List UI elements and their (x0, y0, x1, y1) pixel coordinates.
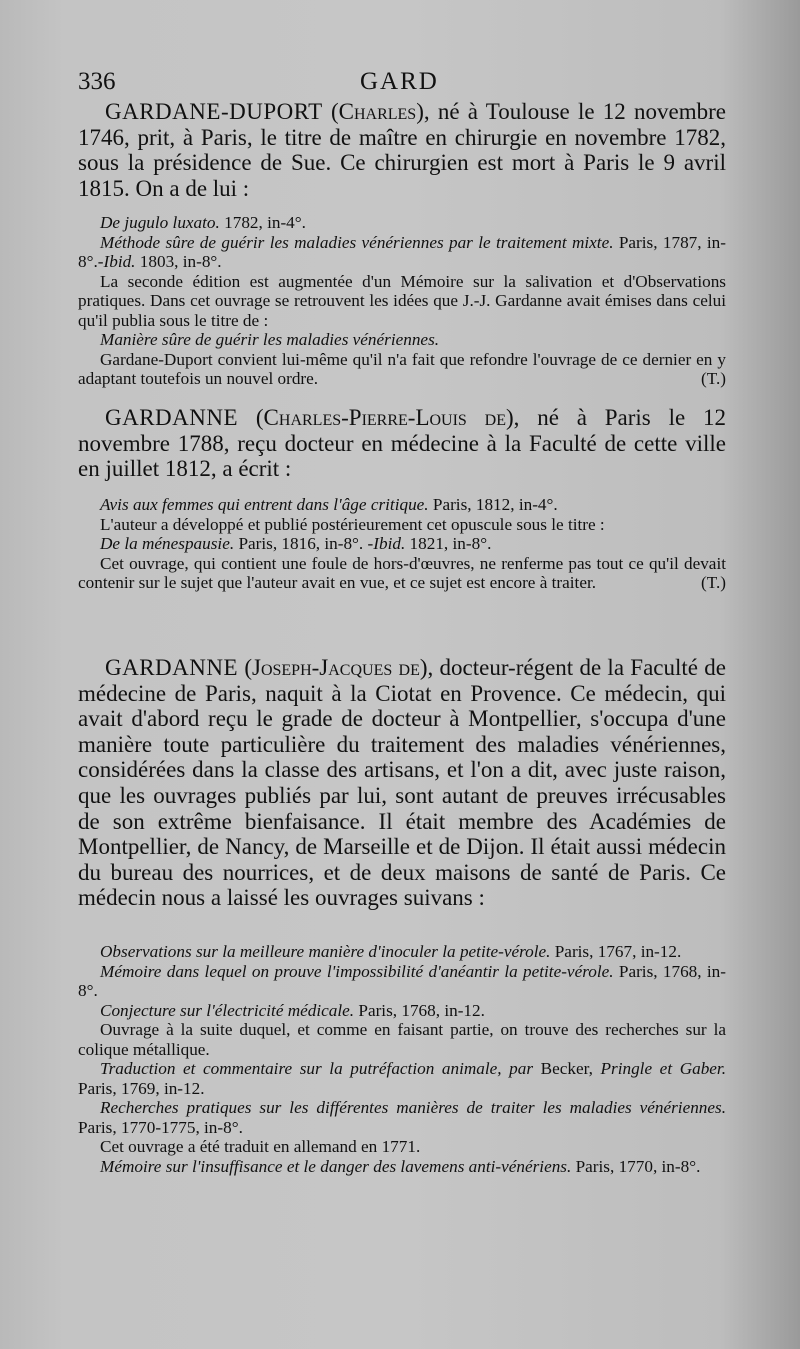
entry-gardanne-charles-bio: GARDANNE (Charles-Pierre-Louis de), né à Paris le 12 novembre 1788, reçu docteur en médecine à la Faculté de cette ville en juillet 1812, a écrit : (78, 405, 726, 482)
entry-gardane-duport-works (78, 213, 726, 389)
page-header (78, 68, 726, 96)
work-note: Ouvrage à la suite duquel, et comme en faisant partie, on trouve des recherches sur la colique métallique. (78, 1020, 726, 1059)
work-item: Méthode sûre de guérir les maladies vénériennes par le traitement mixte. Paris, 1787, in-8°.-Ibid. 1803, in-8°. (78, 232, 726, 271)
work-item: Conjecture sur l'électricité médicale. Paris, 1768, in-12. (100, 1000, 485, 1020)
entry-bio: ), né à Paris le 12 novembre 1788, reçu docteur en médecine à la Faculté de cette ville en juillet 1812, a écrit : (78, 405, 726, 482)
work-note: Cet ouvrage a été traduit en allemand en 1771. (100, 1137, 421, 1156)
author-tag: (T.) (701, 369, 726, 388)
entry-gardanne-joseph-works (78, 942, 726, 1176)
entry-gardanne-joseph-bio: GARDANNE (Joseph-Jacques de), docteur-régent de la Faculté de médecine de Paris, naquit à la Ciotat en Provence. Ce médecin, qui avait d'abord reçu le grade de docteur à Montpellier, s'occupa d'une manière toute particulière du traitement des maladies vénériennes, considérées dans la classe des artisans, et l'on a dit, avec juste raison, que les ouvrages publiés par lui, sont autant de preuves irrécusables de son extrême bienfaisance. Il était membre des Académies de Montpellier, de Nancy, de Marseille et de Dijon. Il était aussi médecin du bureau des nourrices, et de deux maisons de santé de Paris. Ce médecin nous a laissé les ouvrages suivans : (78, 655, 726, 911)
entry-name: GARDANE-DUPORT (105, 99, 323, 124)
author-tag: (T.) (701, 573, 726, 592)
work-item: De jugulo luxato. 1782, in-4°. (100, 213, 306, 232)
entry-given-name: Charles-Pierre-Louis de (263, 405, 506, 430)
work-note: La seconde édition est augmentée d'un Mémoire sur la salivation et d'Observations pratiques. Dans cet ouvrage se retrouvent les idées que J.-J. Gardanne avait émises dans celui qu'il publia sous le titre de : (78, 271, 726, 330)
work-item: Manière sûre de guérir les maladies vénériennes. (100, 330, 440, 349)
entry-bio: ), né à Toulouse le 12 novembre 1746, prit, à Paris, le titre de maître en chirurgie en novembre 1782, sous la présidence de Sue. Ce chirurgien est mort à Paris le 9 avril 1815. On a de lui : (78, 99, 726, 201)
entry-given-name: Charles (338, 99, 417, 124)
entry-name: GARDANNE (105, 655, 239, 680)
work-note: Gardane-Duport convient lui-même qu'il n'a fait que refondre l'ouvrage de ce dernier en y adaptant toutefois un nouvel ordre. (T.) (78, 349, 726, 388)
entry-given-name: Joseph-Jacques de (252, 655, 420, 680)
running-title: GARD (360, 68, 439, 95)
entry-gardane-duport-bio: GARDANE-DUPORT (Charles), né à Toulouse le 12 novembre 1746, prit, à Paris, le titre de maître en chirurgie en novembre 1782, sous la présidence de Sue. Ce chirurgien est mort à Paris le 9 avril 1815. On a de lui : (78, 99, 726, 201)
work-note: L'auteur a développé et publié postérieurement cet opuscule sous le titre : (100, 514, 605, 534)
work-item: Avis aux femmes qui entrent dans l'âge critique. Paris, 1812, in-4°. (100, 495, 558, 514)
work-item: Traduction et commentaire sur la putréfaction animale, par Becker, Pringle et Gaber. Paris, 1769, in-12. (78, 1059, 726, 1098)
work-item: De la ménespausie. Paris, 1816, in-8°. -Ibid. 1821, in-8°. (100, 534, 492, 553)
work-note: Cet ouvrage, qui contient une foule de hors-d'œuvres, ne renferme pas tout ce qu'il devait contenir sur le sujet que l'auteur avait en vue, et ce sujet est encore à traiter. (T.) (78, 553, 726, 592)
work-item: Recherches pratiques sur les différentes manières de traiter les maladies vénériennes. Paris, 1770-1775, in-8°. (78, 1098, 726, 1137)
entry-gardanne-charles-works (78, 495, 726, 593)
work-item: Observations sur la meilleure manière d'inoculer la petite-vérole. Paris, 1767, in-12. (100, 942, 682, 961)
work-item: Mémoire sur l'insuffisance et le danger des lavemens anti-vénériens. Paris, 1770, in-8°. (100, 1156, 701, 1176)
entry-name: GARDANNE (105, 405, 239, 430)
page-number: 336 (78, 68, 116, 95)
work-item: Mémoire dans lequel on prouve l'impossibilité d'anéantir la petite-vérole. Paris, 1768, in-8°. (78, 961, 726, 1000)
entry-bio: ), docteur-régent de la Faculté de médecine de Paris, naquit à la Ciotat en Provence. Ce médecin, qui avait d'abord reçu le grade de docteur à Montpellier, s'occupa d'une manière toute particulière du traitement des maladies vénériennes, considérées dans la classe des artisans, et l'on a dit, avec juste raison, que les ouvrages publiés par lui, sont autant de preuves irrécusables de son extrême bienfaisance. Il était membre des Académies de Montpellier, de Nancy, de Marseille et de Dijon. Il était aussi médecin du bureau des nourrices, et de deux maisons de santé de Paris. Ce médecin nous a laissé les ouvrages suivans : (78, 655, 726, 911)
